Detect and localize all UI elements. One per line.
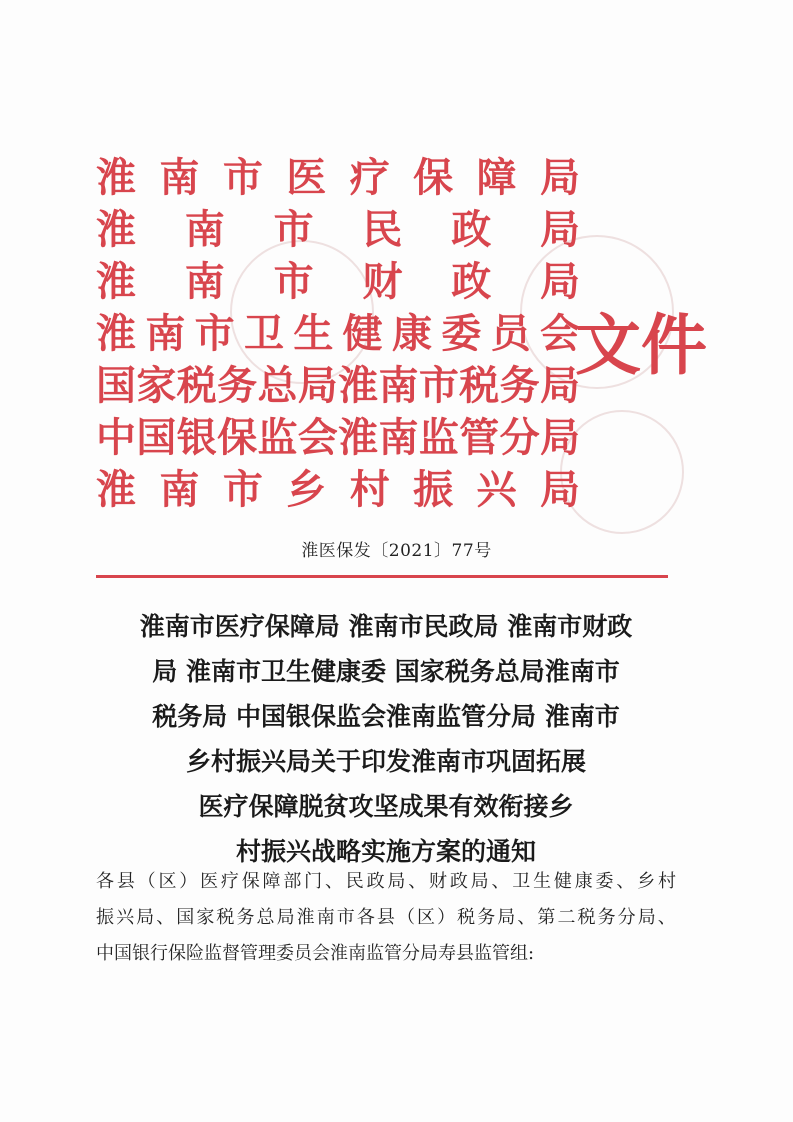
authority-line [96, 152, 580, 204]
text-char: 市 [418, 362, 459, 409]
text-char: 国 [176, 907, 195, 928]
text-char: 务 [477, 907, 496, 928]
text-char: 务 [217, 362, 258, 409]
text-char: 总 [256, 907, 275, 928]
text-char: 局 [539, 414, 580, 461]
text-char: 分 [617, 907, 636, 928]
text-char: 门 [304, 871, 323, 892]
text-char: 淮 [96, 310, 136, 357]
text-char: 税 [216, 907, 235, 928]
authority-line [96, 256, 580, 308]
text-char: 务 [597, 907, 616, 928]
text-char: 南 [378, 414, 419, 461]
authority-line [96, 308, 580, 360]
text-char: 监 [257, 414, 298, 461]
text-char: 村 [349, 466, 390, 513]
text-char: 财 [429, 871, 447, 892]
text-char: 康 [391, 310, 432, 357]
text-char: 区 [158, 871, 177, 892]
text-char: 市 [194, 310, 235, 357]
text-char: 淮 [96, 154, 136, 201]
text-char: 振 [413, 466, 454, 513]
text-char: 南 [145, 310, 186, 357]
recipient-line [96, 900, 676, 936]
text-char: ） [179, 871, 198, 892]
text-char: 障 [262, 871, 281, 892]
text-char: 振 [96, 907, 114, 928]
text-char: 、 [657, 907, 676, 928]
text-char: 、 [324, 871, 343, 892]
text-char: 局 [387, 871, 406, 892]
text-char: 监 [418, 414, 459, 461]
text-char: 总 [257, 362, 298, 409]
file-mark: 文件 [575, 306, 707, 384]
text-char: 乡 [637, 871, 656, 892]
text-char: 局 [276, 907, 295, 928]
text-char: 县 [116, 871, 135, 892]
title-line: 局 淮南市卫生健康委 国家税务总局淮南市 [152, 657, 620, 686]
text-char: 局 [136, 907, 155, 928]
text-char: 生 [533, 871, 552, 892]
text-char: ） [437, 907, 456, 928]
text-char: 管 [459, 414, 500, 461]
text-char: 税 [459, 362, 500, 409]
title-line: 村振兴战略实施方案的通知 [235, 837, 536, 866]
text-char: 市 [222, 466, 263, 513]
title-line: 乡村振兴局关于印发淮南市巩固拓展 [185, 747, 586, 776]
text-char: 局 [539, 258, 580, 305]
red-divider [96, 575, 668, 578]
recipient-line [96, 864, 676, 900]
text-char: 市 [273, 258, 314, 305]
text-char: 委 [595, 871, 614, 892]
text-char: 政 [451, 206, 492, 253]
text-char: 兴 [476, 466, 517, 513]
text-char: 医 [286, 154, 327, 201]
text-char: 各 [356, 907, 375, 928]
text-char: 、 [408, 871, 427, 892]
text-char: 淮 [96, 258, 136, 305]
text-char: 二 [557, 907, 576, 928]
text-char: 淮 [296, 907, 315, 928]
text-char: 政 [449, 871, 468, 892]
text-char: 康 [574, 871, 593, 892]
text-char: 部 [283, 871, 302, 892]
recipients [96, 864, 676, 972]
text-char: 、 [491, 871, 510, 892]
text-char: 南 [184, 258, 225, 305]
text-char: 财 [362, 258, 403, 305]
issuing-authorities [96, 152, 580, 516]
text-char: 淮 [338, 414, 379, 461]
text-char: 保 [217, 414, 258, 461]
text-char: 税 [577, 907, 596, 928]
text-char: 区 [417, 907, 435, 928]
text-char: 健 [553, 871, 572, 892]
text-char: 健 [342, 310, 383, 357]
text-char: （ [137, 871, 156, 892]
text-char: 务 [499, 362, 540, 409]
text-char: 淮 [338, 362, 379, 409]
text-char: 会 [539, 310, 580, 357]
text-char: 、 [156, 907, 175, 928]
text-char: 民 [345, 871, 364, 892]
text-char: 民 [362, 206, 403, 253]
text-char: 国 [96, 362, 136, 409]
text-char: 南 [184, 206, 225, 253]
text-char: 各 [96, 871, 114, 892]
text-char: 第 [537, 907, 556, 928]
text-char: 淮 [96, 466, 136, 513]
text-char: 生 [293, 310, 334, 357]
text-char: 局 [539, 466, 580, 513]
text-char: 员 [490, 310, 531, 357]
text-char: 疗 [349, 154, 390, 201]
text-char: 南 [378, 362, 419, 409]
text-char: 务 [236, 907, 255, 928]
text-char: 税 [176, 362, 217, 409]
text-char: 局 [297, 362, 338, 409]
text-char: 市 [336, 907, 355, 928]
text-char: （ [396, 907, 415, 928]
text-char: 国 [136, 414, 177, 461]
text-char: 乡 [286, 466, 327, 513]
text-char: 村 [657, 871, 676, 892]
authority-line [96, 360, 580, 412]
text-char: 中 [96, 414, 136, 461]
text-char: 家 [196, 907, 215, 928]
text-char: 分 [499, 414, 540, 461]
authority-line [96, 412, 580, 464]
text-char: 局 [539, 206, 580, 253]
authority-line [96, 204, 580, 256]
text-char: 卫 [243, 310, 284, 357]
text-char: 卫 [512, 871, 531, 892]
text-char: 医 [200, 871, 219, 892]
recipient-line: 中国银行保险监督管理委员会淮南监管分局寿县监管组: [96, 943, 535, 964]
text-char: 淮 [96, 206, 136, 253]
text-char: 市 [222, 154, 263, 201]
text-char: 保 [413, 154, 454, 201]
text-char: 、 [616, 871, 635, 892]
text-char: 家 [136, 362, 177, 409]
text-char: 局 [539, 362, 580, 409]
text-char: 南 [159, 154, 200, 201]
text-char: 障 [476, 154, 517, 201]
text-char: 会 [297, 414, 338, 461]
text-char: 县 [376, 907, 395, 928]
text-char: 银 [176, 414, 217, 461]
text-char: 市 [273, 206, 314, 253]
text-char: 局 [539, 154, 580, 201]
text-char: 政 [451, 258, 492, 305]
text-char: 局 [637, 907, 656, 928]
title-line: 医疗保障脱贫攻坚成果有效衔接乡 [198, 792, 574, 821]
text-char: 兴 [116, 907, 135, 928]
text-char: 、 [517, 907, 536, 928]
text-char: 南 [316, 907, 335, 928]
title-line: 税务局 中国银保监会淮南监管分局 淮南市 [152, 702, 620, 731]
document-title [96, 604, 676, 874]
document-number: 淮医保发〔2021〕77号 [301, 541, 492, 561]
authority-line [96, 464, 580, 516]
text-char: 局 [470, 871, 489, 892]
text-char: 疗 [220, 871, 239, 892]
text-char: 局 [497, 907, 516, 928]
text-char: 保 [241, 871, 260, 892]
text-char: 南 [159, 466, 200, 513]
title-line: 淮南市医疗保障局 淮南市民政局 淮南市财政 [139, 612, 633, 641]
text-char: 委 [441, 310, 482, 357]
text-char: 税 [457, 907, 476, 928]
text-char: 政 [366, 871, 385, 892]
